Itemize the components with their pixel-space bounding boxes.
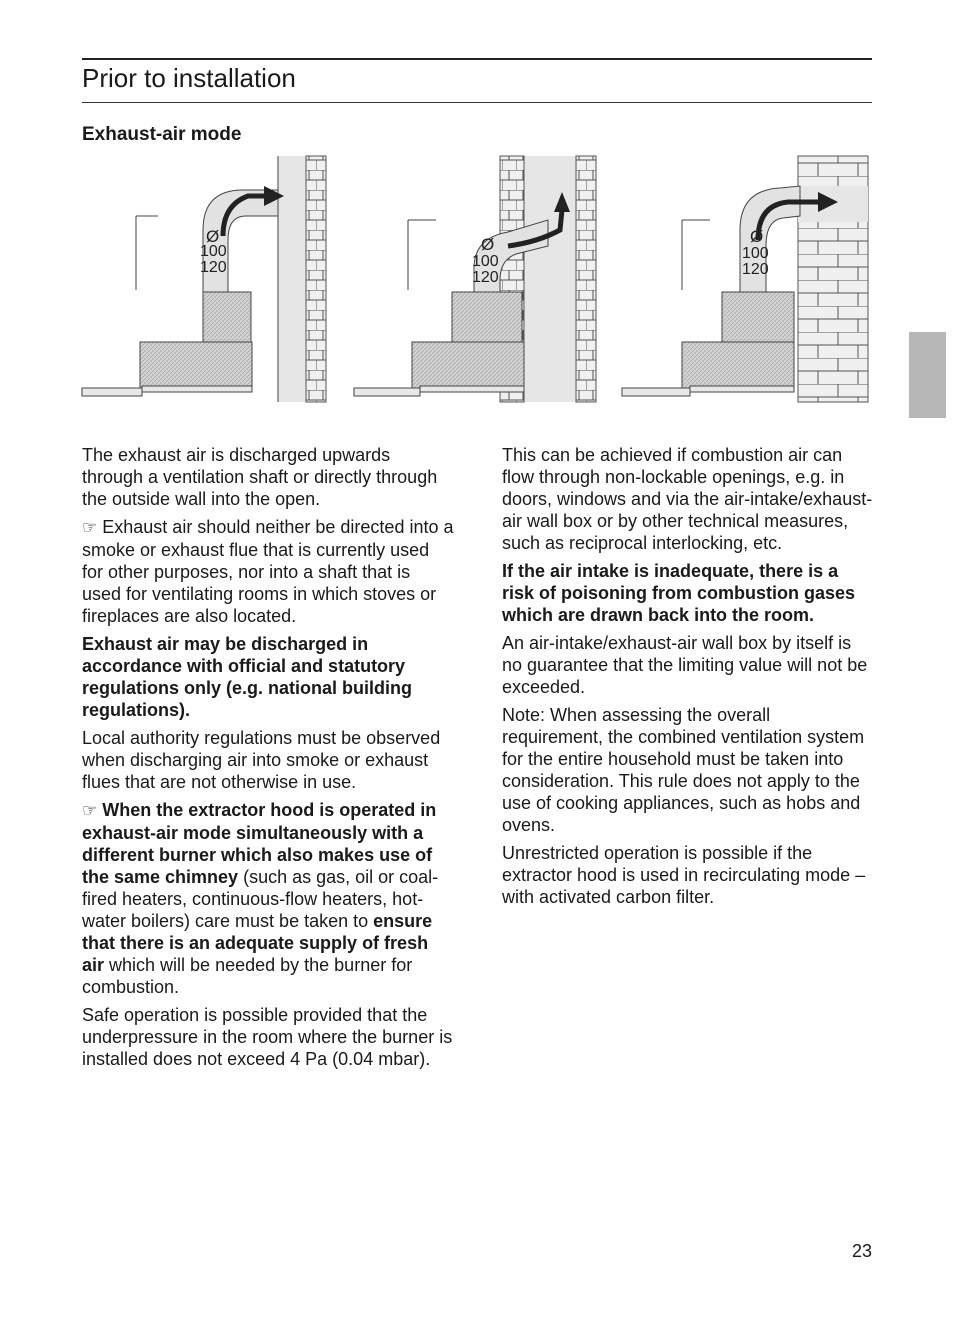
dim-value-100: 100 [742, 245, 769, 262]
dim-value-120: 120 [200, 259, 227, 276]
paragraph [82, 516, 454, 627]
diagram-shaft-up [348, 150, 600, 406]
paragraph: Local authority regulations must be observed when discharging air into smoke or exhaust flues that are not otherwise in use. [82, 728, 441, 792]
header-rule-bottom [82, 102, 872, 103]
paragraph-bold: Exhaust air may be discharged in accordance with official and statutory regulations only (e.g. national building regulations). [82, 634, 413, 720]
diagram-shaft-side [78, 150, 330, 406]
pointing-hand-icon: ☞ [82, 801, 98, 820]
paragraph: Unrestricted operation is possible if the extractor hood is used in recirculating mode – with activated carbon filter. [502, 843, 866, 907]
dim-value-120: 120 [742, 261, 769, 278]
paragraph-bold: If the air intake is inadequate, there is a risk of poisoning from combustion gases which are drawn back into the room. [502, 561, 856, 625]
dim-value-100: 100 [472, 253, 499, 270]
right-column [502, 444, 874, 914]
left-column [82, 444, 454, 1076]
pointing-hand-icon: ☞ [82, 518, 98, 537]
section-title: Exhaust-air mode [82, 124, 242, 145]
diagram-outside-wall [618, 150, 870, 406]
dim-diameter-symbol: Ø [750, 227, 764, 246]
paragraph: Safe operation is possible provided that the underpressure in the room where the burner is installed does not exceed 4 Pa (0.04 mbar). [82, 1005, 453, 1069]
page-title: Prior to installation [82, 63, 296, 93]
paragraph: An air-intake/exhaust-air wall box by itself is no guarantee that the limiting value will not be exceeded. [502, 633, 868, 697]
paragraph [82, 799, 454, 998]
dim-diameter-symbol: Ø [481, 235, 495, 254]
page-number: 23 [851, 1241, 872, 1261]
paragraph: Note: When assessing the overall requirement, the combined ventilation system for the entire household must be taken into consideration. This rule does not apply to the use of cooking appliances, such as hobs and ovens. [502, 705, 865, 835]
paragraph-text: Exhaust air should neither be directed into a smoke or exhaust flue that is currently used for other purposes, nor into a shaft that is used for ventilating rooms in which stoves or fireplaces are also located. [82, 517, 454, 626]
side-tab-marker [909, 332, 946, 418]
dim-value-120: 120 [472, 269, 499, 286]
emphasis: ensure that there is an adequate supply of fresh air [82, 911, 433, 975]
paragraph-text: which will be needed by the burner for combustion. [82, 955, 413, 997]
dim-value-100: 100 [200, 243, 227, 260]
dim-diameter-symbol: Ø [206, 227, 220, 246]
paragraph: The exhaust air is discharged upwards through a ventilation shaft or directly through the outside wall into the open. [82, 445, 438, 509]
paragraph: This can be achieved if combustion air can flow through non-lockable openings, e.g. in doors, windows and via the air-intake/exhaust-air wall box or by other technical measures, such as reciprocal interlocking, etc. [502, 445, 873, 553]
paragraph-text: (such as gas, oil or coal-fired heaters, continuous-flow heaters, hot-water boilers) care must be taken to [82, 867, 439, 931]
header-rule-top [82, 58, 872, 60]
emphasis: When the extractor hood is operated in exhaust-air mode simultaneously with a different burner which also makes use of the same chimney [82, 800, 437, 887]
